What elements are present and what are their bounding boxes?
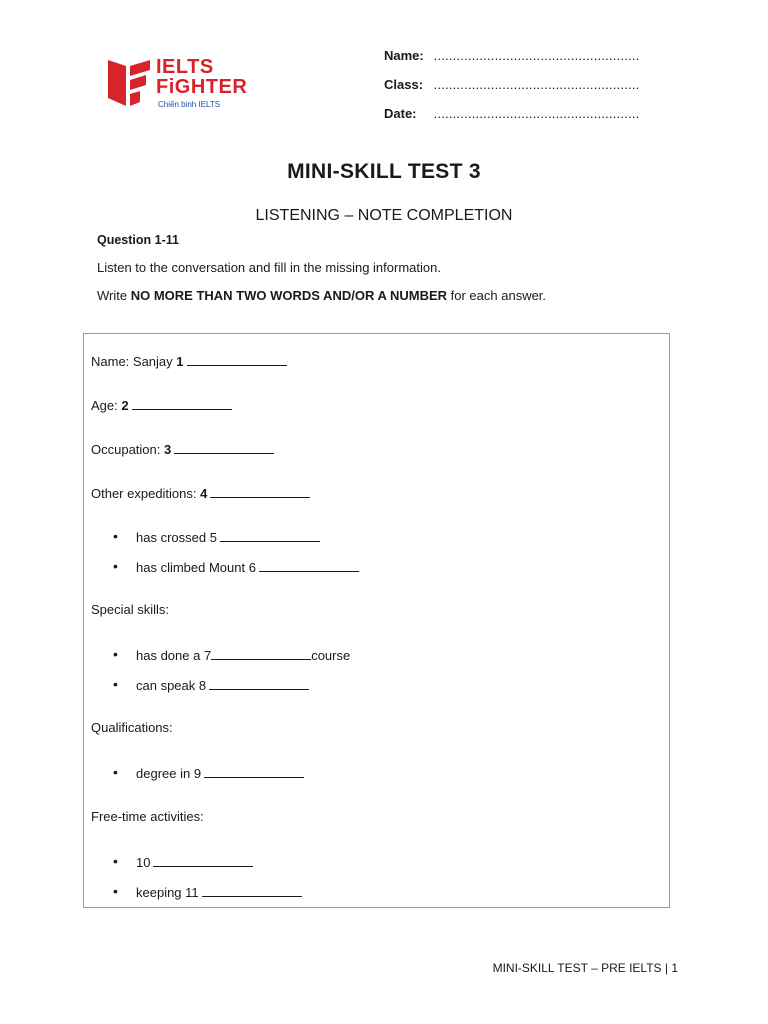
answer-blank-4[interactable]: [210, 485, 310, 498]
bullet-dot: •: [113, 883, 118, 899]
occupation-row-label: Occupation:: [91, 442, 164, 457]
question-number: 2: [121, 398, 129, 413]
form-row-occupation: [91, 441, 274, 457]
answer-blank-1[interactable]: [187, 353, 287, 366]
answer-blank-8[interactable]: [209, 677, 309, 690]
answer-blank-11[interactable]: [202, 884, 302, 897]
answer-blank-3[interactable]: [174, 441, 274, 454]
date-dots: ......................................................: [433, 106, 640, 121]
age-row-label: Age:: [91, 398, 122, 413]
answer-blank-5[interactable]: [220, 529, 320, 542]
name-field: [384, 48, 639, 63]
bullet-dot: •: [113, 676, 118, 692]
instruction-1: Listen to the conversation and fill in the missing information.: [97, 260, 441, 275]
name-label: Name:: [384, 48, 424, 63]
answer-blank-7[interactable]: [211, 647, 311, 660]
course-after: course: [311, 648, 351, 663]
question-number: 9: [193, 766, 202, 781]
bullet-dot: •: [113, 853, 118, 869]
question-number: 5: [209, 530, 217, 545]
climbed-label: has climbed Mount: [136, 560, 249, 575]
answer-blank-2[interactable]: [132, 397, 232, 410]
question-number: 4: [200, 486, 208, 501]
bullet-keeping: [113, 883, 302, 900]
class-label: Class:: [384, 77, 424, 92]
bullet-course: [113, 646, 351, 663]
logo-word-fighter: FiGHTER: [156, 76, 248, 98]
form-row-name: [91, 353, 287, 369]
question-number: 10: [136, 855, 151, 870]
form-row-expeditions: [91, 485, 310, 501]
bullet-degree: [113, 764, 304, 781]
date-label: Date:: [384, 106, 417, 121]
bullet-dot: •: [113, 646, 118, 662]
instruction-2: [97, 288, 546, 303]
special-skills-heading: Special skills:: [91, 602, 170, 617]
bullet-crossed: [113, 528, 320, 545]
page-footer: MINI-SKILL TEST – PRE IELTS | 1: [492, 961, 678, 975]
question-number: 3: [164, 442, 172, 457]
form-row-age: [91, 397, 232, 413]
page-subtitle: LISTENING – NOTE COMPLETION: [255, 207, 513, 224]
date-field: [384, 106, 639, 121]
question-number: 6: [248, 560, 256, 575]
instruction-2-post: for each answer.: [447, 288, 547, 303]
answer-blank-10[interactable]: [153, 854, 253, 867]
bullet-dot: •: [113, 764, 118, 780]
page-title: MINI-SKILL TEST 3: [287, 160, 481, 183]
question-number: 7: [203, 648, 212, 663]
class-field: [384, 77, 639, 92]
class-dots: ......................................................: [433, 77, 640, 92]
logo-tagline: Chiến binh IELTS: [158, 100, 221, 109]
answer-blank-9[interactable]: [204, 765, 304, 778]
name-dots: ......................................................: [433, 48, 640, 63]
instruction-2-pre: Write: [97, 288, 131, 303]
bullet-speak: [113, 676, 309, 693]
degree-label: degree in: [136, 766, 194, 781]
logo-mark-icon: [106, 56, 152, 110]
instruction-2-bold: NO MORE THAN TWO WORDS AND/OR A NUMBER: [130, 288, 448, 303]
name-row-label: Name: Sanjay: [91, 354, 177, 369]
bullet-dot: •: [113, 558, 118, 574]
question-number: 11: [185, 885, 199, 900]
bullet-dot: •: [113, 528, 118, 544]
question-number: 1: [176, 354, 184, 369]
ielts-fighter-logo: [106, 56, 266, 116]
expeditions-row-label: Other expeditions:: [91, 486, 201, 501]
qualifications-heading: Qualifications:: [91, 720, 173, 735]
question-range: Question 1-11: [97, 233, 179, 247]
keeping-label: keeping: [136, 885, 186, 900]
speak-label: can speak: [136, 678, 199, 693]
bullet-activity-10: [113, 853, 253, 870]
answer-blank-6[interactable]: [259, 559, 359, 572]
logo-word-ielts: IELTS: [156, 56, 214, 78]
course-label: has done a: [136, 648, 204, 663]
question-number: 8: [198, 678, 207, 693]
crossed-label: has crossed: [136, 530, 210, 545]
free-time-heading: Free-time activities:: [91, 809, 204, 824]
bullet-climbed: [113, 558, 359, 575]
